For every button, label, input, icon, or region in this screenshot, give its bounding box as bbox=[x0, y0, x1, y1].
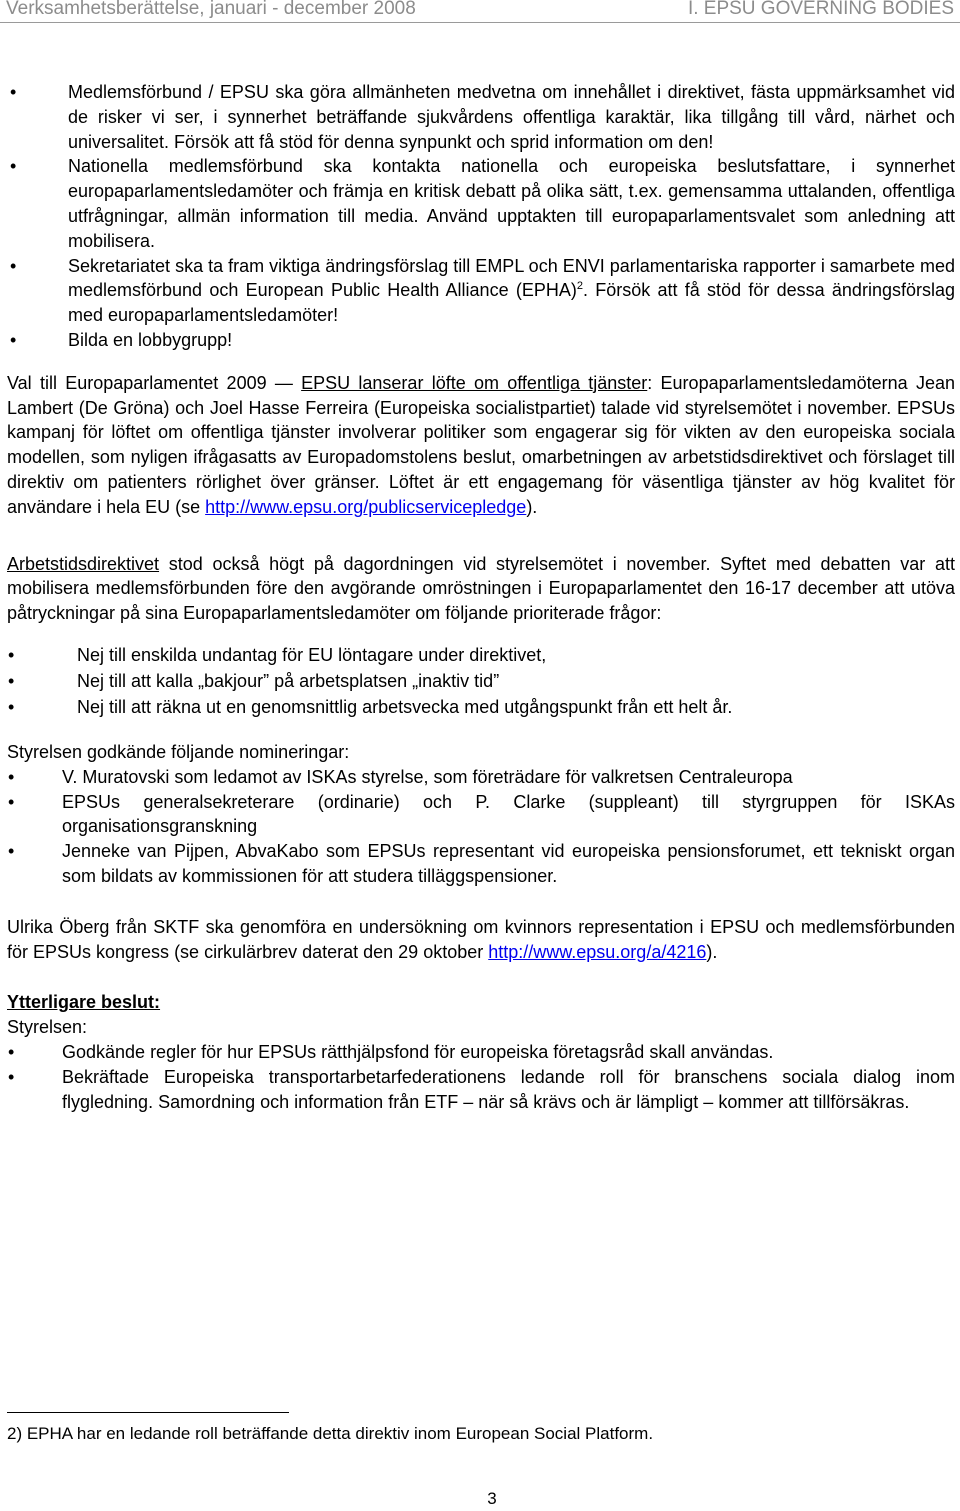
nominations-intro: Styrelsen godkände följande nomineringar: bbox=[7, 741, 350, 762]
circular-link[interactable]: http://www.epsu.org/a/4216 bbox=[488, 941, 707, 962]
list-item: • Bilda en lobbygrupp! bbox=[7, 328, 955, 353]
pledge-title: EPSU lanserar löfte om offentliga tjänster bbox=[301, 372, 648, 393]
list-item: • V. Muratovski som ledamot av ISKAs styrelse, som företrädare för valkretsen Centraleuropa bbox=[7, 765, 955, 790]
list-item: • Godkände regler för hur EPSUs rätthjälpsfond för europeiska företagsråd skall användas. bbox=[7, 1040, 955, 1065]
bullet-icon: • bbox=[8, 1066, 15, 1087]
bullet-icon: • bbox=[8, 1041, 15, 1062]
bullet-icon: • bbox=[8, 696, 15, 717]
header-report-title: Verksamhetsberättelse, januari - december 2008 bbox=[6, 0, 416, 19]
bullet-icon: • bbox=[10, 156, 17, 177]
list-item: • Medlemsförbund / EPSU ska göra allmänheten medvetna om innehållet i direktivet, fästa uppmärksamhet vid de risker vi ser, i synnerhet beträffande sjukvårdens offentliga karaktär, lika tillgång till vård, närhet och universalitet. Försök att få stöd för denna synpunkt och sprid information om den! bbox=[10, 82, 955, 152]
pledge-link[interactable]: http://www.epsu.org/publicservicepledge bbox=[205, 496, 527, 517]
bullet-icon: • bbox=[8, 670, 15, 691]
page-header bbox=[0, 0, 960, 23]
footnote: 2) EPHA har en ledande roll beträffande detta direktiv inom European Social Platform. bbox=[7, 1424, 654, 1443]
list-item: • Nej till att räkna ut en genomsnittlig arbetsvecka med utgångspunkt från ett helt år. bbox=[7, 694, 955, 720]
board-subheading: Styrelsen: bbox=[7, 1017, 88, 1038]
bullet-icon: • bbox=[8, 644, 15, 665]
bullet-icon: • bbox=[10, 329, 17, 350]
action-bullet-list bbox=[7, 80, 955, 353]
bullet-icon: • bbox=[8, 766, 15, 787]
list-item: • Bekräftade Europeiska transportarbetarfederationens ledande roll för branschens sociala dialog inom flygledning. Samordning och information från ETF – när så krävs och är lämpligt – kommer att tillförsäkras. bbox=[8, 1066, 955, 1112]
bullet-icon: • bbox=[10, 255, 17, 276]
bullet-icon: • bbox=[8, 791, 15, 812]
header-section-title: I. EPSU GOVERNING BODIES bbox=[687, 0, 954, 19]
footnote-ref: 2 bbox=[576, 280, 583, 293]
footnote-separator bbox=[7, 1412, 289, 1413]
further-decisions-heading: Ytterligare beslut: bbox=[7, 992, 161, 1013]
list-item: • Nej till enskilda undantag för EU löntagare under direktivet, bbox=[7, 642, 955, 668]
paragraph-survey: Ulrika Öberg från SKTF ska genomföra en undersökning om kvinnors representation i EPSU och medlemsförbunden för EPSUs kongress (se cirkulärbrev daterat den 29 oktober http://www.epsu.org/a/4216). bbox=[7, 916, 955, 962]
list-item: • Sekretariatet ska ta fram viktiga ändringsförslag till EMPL och ENVI parlamentariska rapporter i samarbete med medlemsförbund och European Public Health Alliance (EPHA)$^2$. Försök att få stöd för dessa ändringsförslag med europaparlamentsledamöter! bbox=[10, 255, 955, 326]
list-item: • Nationella medlemsförbund ska kontakta nationella och europeiska beslutsfattare, i synnerhet europaparlamentsledamöter och främja en kritisk debatt på olika sätt, t.ex. gemensamma uttalanden, offentliga utfrågningar, allmän information till media. Använd upptakten till europaparlamentsvalet som anledning att mobilisera. bbox=[10, 156, 955, 251]
list-item: • EPSUs generalsekreterare (ordinarie) och P. Clarke (suppleant) till styrgruppen för ISKAs organisationsgranskning bbox=[8, 791, 955, 837]
working-time-directive-title: Arbetstidsdirektivet bbox=[7, 553, 160, 574]
bullet-icon: • bbox=[8, 841, 15, 862]
decisions-bullet-list bbox=[7, 1040, 955, 1114]
paragraph-working-time: Arbetstidsdirektivet stod också högt på dagordningen vid styrelsemötet i november. Syftet med debatten var att mobilisera medlemsförbunden före den avgörande omröstningen i Europaparlamentet den 16-17 december att utöva påtryckningar på sina Europaparlamentsledamöter om följande prioriterade frågor: bbox=[7, 553, 955, 624]
list-item: • Jenneke van Pijpen, AbvaKabo som EPSUs representant vid europeiska pensionsforumet, ett tekniskt organ som bildats av kommissionen för att studera tilläggspensioner. bbox=[8, 841, 955, 886]
list-item: • Nej till att kalla „bakjour” på arbetsplatsen „inaktiv tid” bbox=[7, 668, 955, 694]
bullet-icon: • bbox=[10, 82, 17, 102]
priority-bullet-list bbox=[7, 642, 955, 720]
nominations-bullet-list bbox=[7, 765, 955, 889]
document-body bbox=[7, 80, 955, 1114]
paragraph-european-elections: Val till Europaparlamentet 2009 — EPSU lanserar löfte om offentliga tjänster: Europaparlamentsledamöterna Jean Lambert (De Gröna) och Joel Hasse Ferreira (Europeiska socialistpartiet) talade vid styrelsemötet i november. EPSUs kampanj för löftet om offentliga tjänster involverar politiker som engagerar sig för vikten av den europeiska sociala modellen, som nyligen ifrågasatts av Europadomstolens beslut, omarbetningen av arbetstidsdirektivet och förslaget till direktiv om patienters rörlighet över gränser. Löftet är ett engagemang för väsentliga tjänster av hög kvalitet för användare i hela EU (se http://www.epsu.org/publicservicepledge). bbox=[7, 372, 955, 517]
page-number: 3 bbox=[487, 1489, 497, 1508]
